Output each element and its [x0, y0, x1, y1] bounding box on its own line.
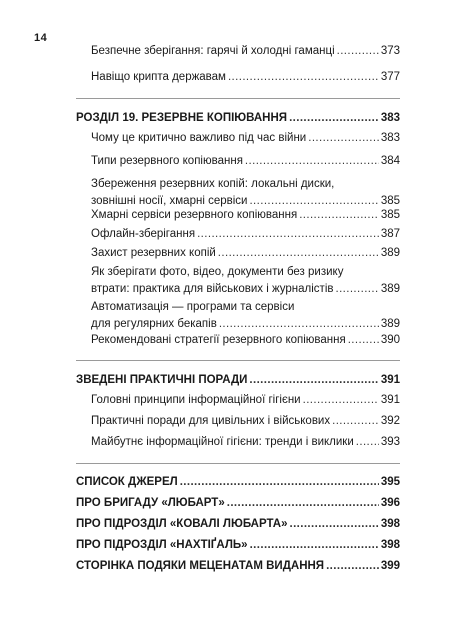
toc-entry-label: Захист резервних копій [91, 247, 216, 259]
toc-entry[interactable] [0, 245, 457, 262]
dot-leader [197, 226, 379, 243]
toc-entry-label: Майбутнє інформаційної гігієни: тренди і виклики [91, 436, 354, 448]
toc-entry-label: Навіщо крипта державам [91, 71, 226, 83]
toc-chapter[interactable] [0, 495, 457, 512]
toc-entry-label: Офлайн-зберігання [91, 228, 196, 240]
toc-entry[interactable] [0, 226, 457, 243]
toc-entry-page: 387 [380, 228, 400, 240]
dot-leader [250, 537, 379, 554]
toc-chapter-page: 398 [380, 518, 400, 530]
toc-entry[interactable] [0, 392, 457, 409]
dot-leader [227, 495, 379, 512]
toc-entry-label: зовнішні носії, хмарні сервіси [91, 195, 248, 207]
toc-chapter-page: 395 [380, 476, 400, 488]
section-divider [76, 360, 400, 361]
toc-chapter-page: 383 [380, 112, 400, 124]
dot-leader [348, 332, 379, 349]
toc-chapter-label: СТОРІНКА ПОДЯКИ МЕЦЕНАТАМ ВИДАННЯ [76, 560, 325, 572]
toc-entry-page: 385 [380, 209, 400, 221]
dot-leader [308, 130, 379, 147]
toc-entry-page: 377 [380, 71, 400, 83]
page-number: 14 [34, 32, 48, 44]
dot-leader [218, 245, 379, 262]
toc-chapter[interactable] [0, 474, 457, 491]
toc-chapter-label: РОЗДІЛ 19. РЕЗЕРВНЕ КОПІЮВАННЯ [76, 112, 288, 124]
toc-entry-label: Практичні поради для цивільних і військових [91, 415, 331, 427]
toc-chapter-label: ПРО ПІДРОЗДІЛ «КОВАЛІ ЛЮБАРТА» [76, 518, 288, 530]
dot-leader [219, 316, 379, 333]
toc-chapter-label: ПРО БРИГАДУ «ЛЮБАРТ» [76, 497, 225, 509]
dot-leader [245, 153, 379, 170]
toc-entry-page: 389 [380, 247, 400, 259]
toc-entry-page: 393 [380, 436, 400, 448]
toc-entry[interactable] [0, 264, 457, 298]
toc-entry-label: Типи резервного копіювання [91, 155, 243, 167]
toc-chapter[interactable] [0, 372, 457, 389]
dot-leader [303, 392, 379, 409]
toc-entry-page: 383 [380, 132, 400, 144]
toc-entry[interactable] [0, 413, 457, 430]
toc-chapter-label: ЗВЕДЕНІ ПРАКТИЧНІ ПОРАДИ [76, 374, 248, 386]
dot-leader [326, 558, 379, 575]
toc-entry-label: Хмарні сервіси резервного копіювання [91, 209, 298, 221]
toc-entry-page: 391 [380, 394, 400, 406]
toc-entry-label-line1: Автоматизація — програми та сервіси [91, 301, 295, 313]
toc-entry-page: 373 [380, 45, 400, 57]
toc-entry-label-line1: Збереження резервних копій: локальні диски, [91, 178, 335, 190]
section-divider [76, 463, 400, 464]
toc-entry[interactable] [0, 434, 457, 451]
toc-entry[interactable] [0, 332, 457, 349]
dot-leader [228, 69, 379, 86]
toc-entry[interactable] [0, 299, 457, 333]
toc-entry-page: 389 [380, 283, 400, 295]
dot-leader [249, 372, 378, 389]
toc-chapter-page: 396 [380, 497, 400, 509]
toc-chapter-page: 391 [380, 374, 400, 386]
toc-entry-label: для регулярних бекапів [91, 318, 217, 330]
dot-leader [289, 516, 378, 533]
section-divider [76, 98, 400, 99]
toc-chapter-page: 398 [380, 539, 400, 551]
toc-chapter[interactable] [0, 516, 457, 533]
dot-leader [289, 110, 379, 127]
toc-entry-page: 385 [380, 195, 400, 207]
toc-entry[interactable] [0, 207, 457, 224]
toc-chapter-label: СПИСОК ДЖЕРЕЛ [76, 476, 178, 488]
toc-chapter[interactable] [0, 537, 457, 554]
toc-entry[interactable] [0, 69, 457, 86]
dot-leader [299, 207, 379, 224]
toc-entry-label-line1: Як зберігати фото, відео, документи без ризику [91, 266, 344, 278]
dot-leader [332, 413, 379, 430]
toc-entry-page: 389 [380, 318, 400, 330]
dot-leader [337, 43, 379, 60]
toc-chapter-label: ПРО ПІДРОЗДІЛ «НАХТІҐАЛЬ» [76, 539, 248, 551]
toc-entry-page: 384 [380, 155, 400, 167]
dot-leader [335, 281, 378, 298]
toc-entry-page: 392 [380, 415, 400, 427]
toc-entry-label: Рекомендовані стратегії резервного копіювання [91, 334, 346, 346]
toc-entry[interactable] [0, 176, 457, 210]
toc-entry-label: Головні принципи інформаційної гігієни [91, 394, 301, 406]
toc-entry[interactable] [0, 43, 457, 60]
dot-leader [356, 434, 379, 451]
toc-entry-label: Чому це критично важливо під час війни [91, 132, 307, 144]
toc-entry-page: 390 [380, 334, 400, 346]
toc-entry[interactable] [0, 130, 457, 147]
toc-entry-label: Безпечне зберігання: гарячі й холодні гаманці [91, 45, 335, 57]
toc-chapter[interactable] [0, 110, 457, 127]
toc-chapter[interactable] [0, 558, 457, 575]
toc-entry-label: втрати: практика для військових і журналістів [91, 283, 334, 295]
dot-leader [180, 474, 379, 491]
toc-entry[interactable] [0, 153, 457, 170]
toc-chapter-page: 399 [380, 560, 400, 572]
